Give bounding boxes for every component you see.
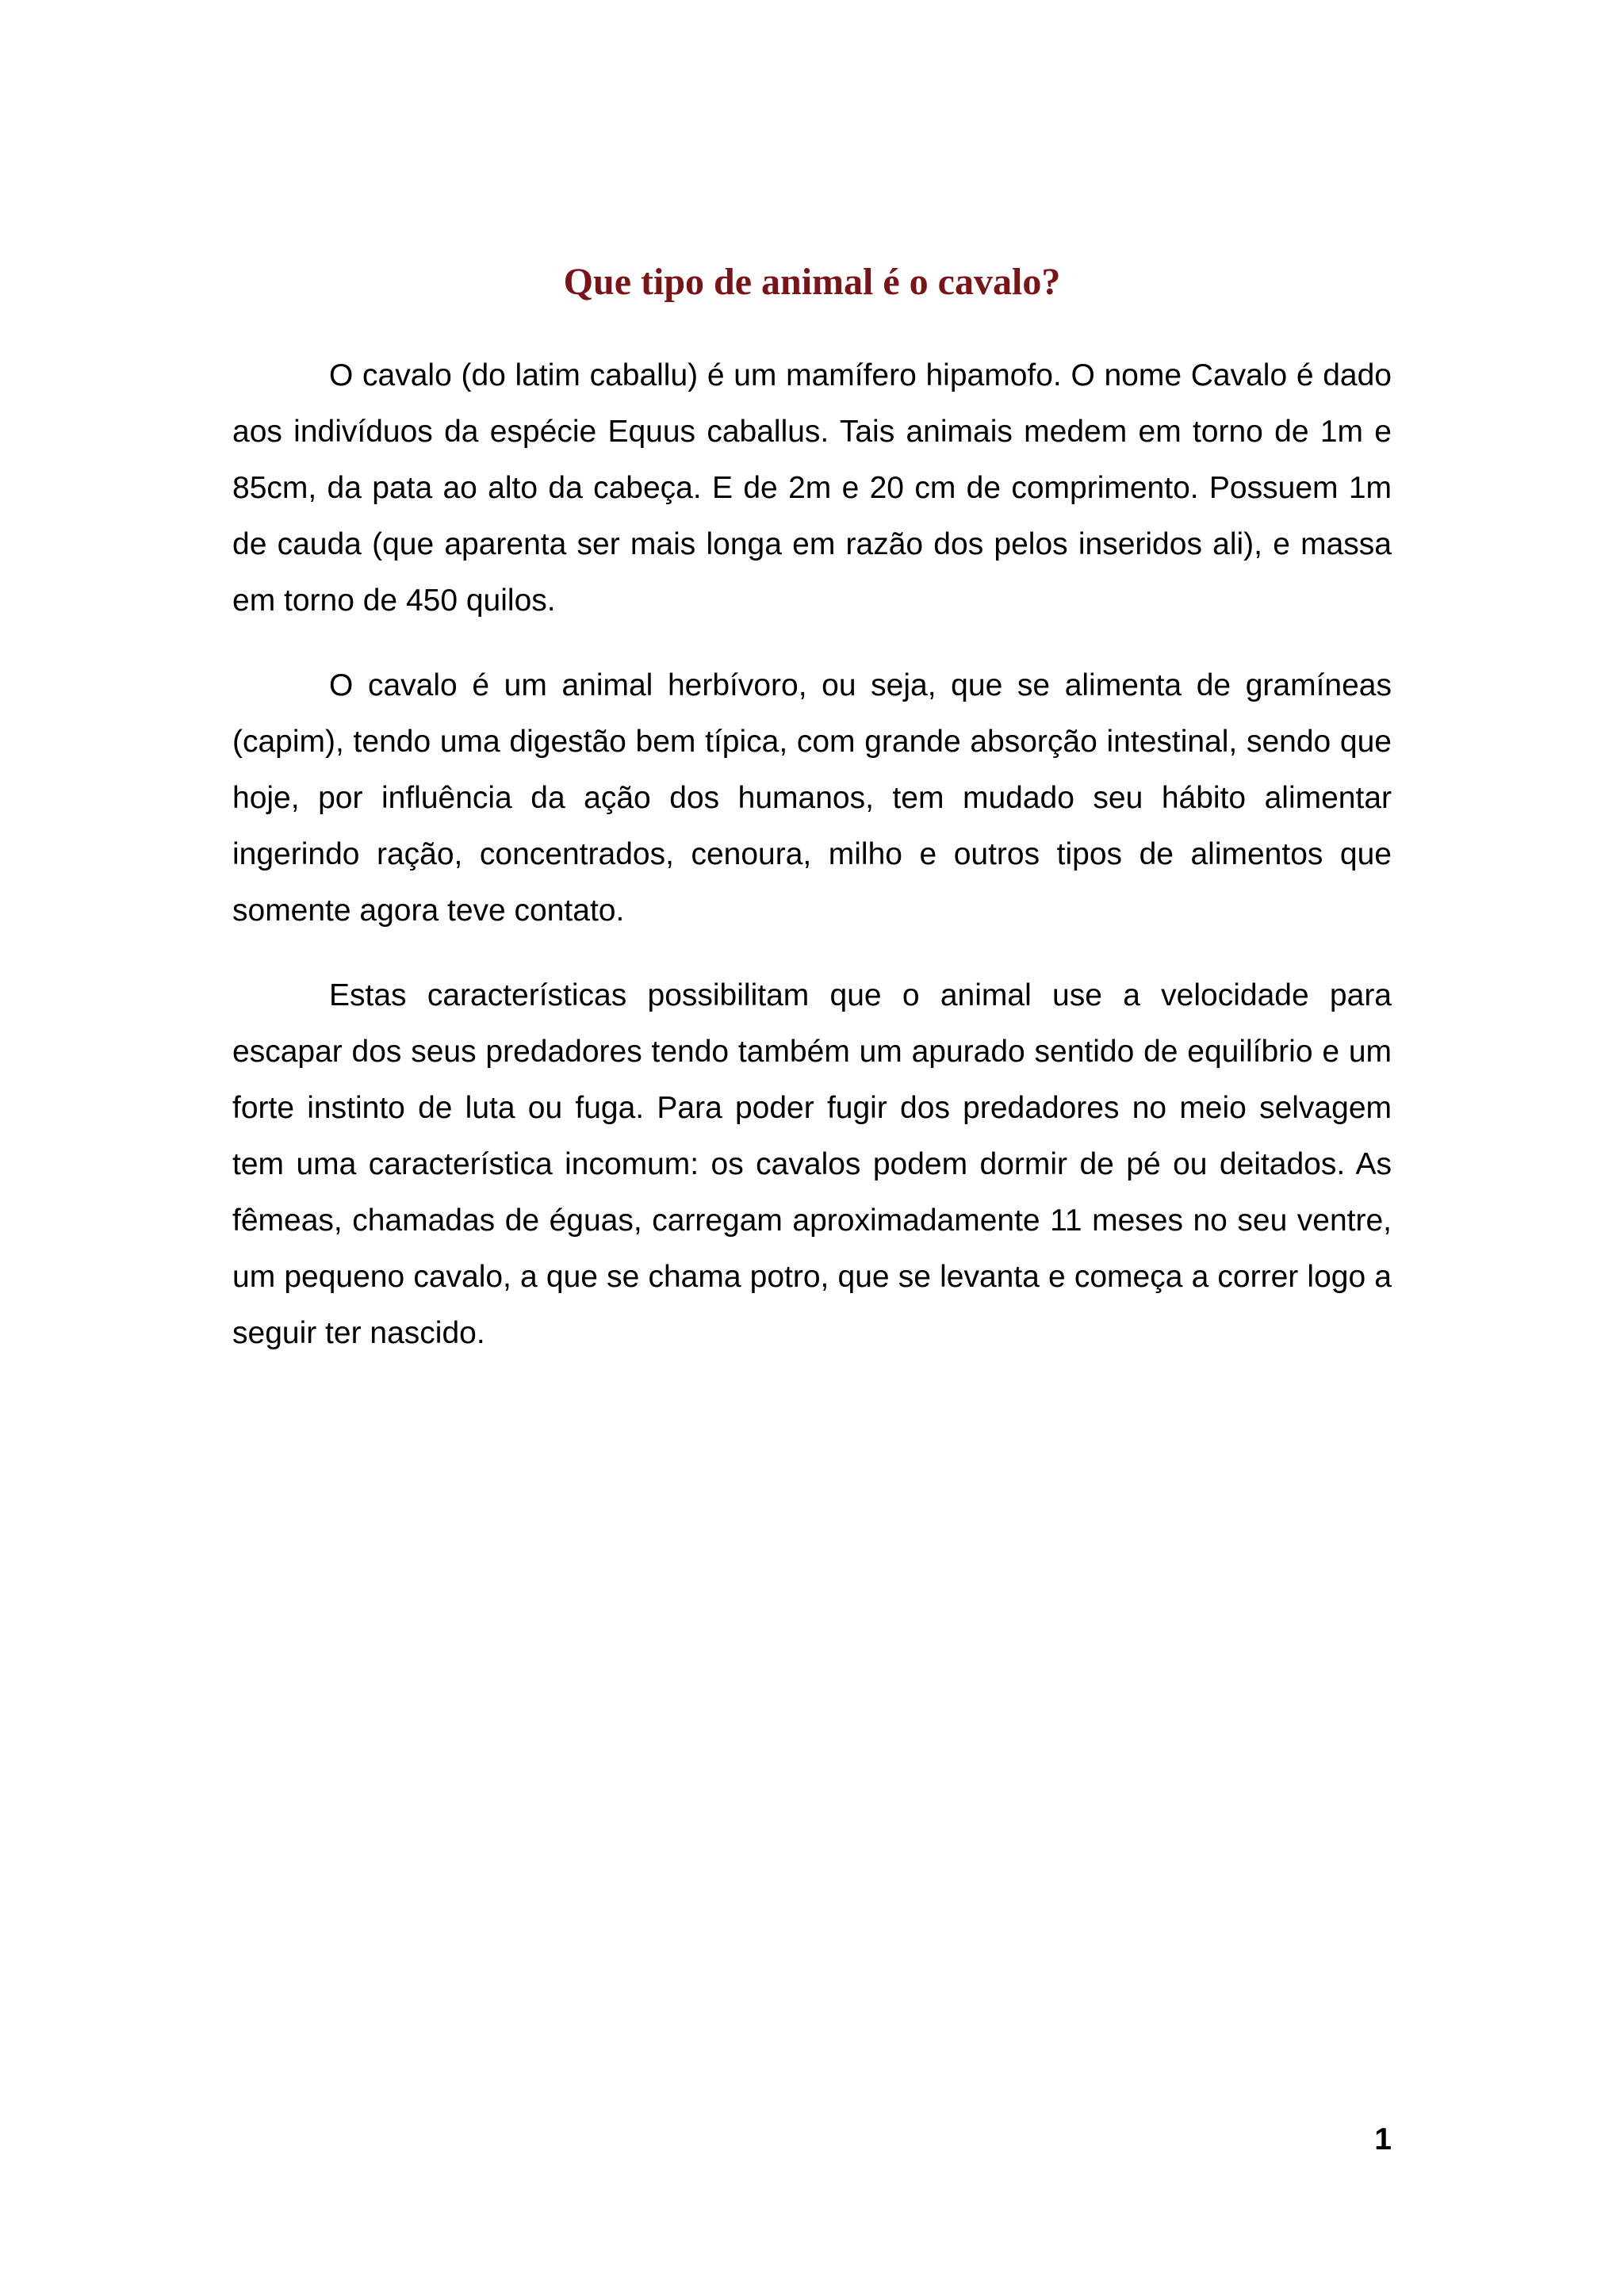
page-title: Que tipo de animal é o cavalo? — [563, 261, 1061, 303]
body-text — [232, 347, 1392, 1390]
paragraph-2: O cavalo é um animal herbívoro, ou seja, que se alimenta de gramíneas (capim), tendo uma digestão bem típica, com grande absorção intestinal, sendo que hoje, por influência da ação dos humanos, tem mudado seu hábito alimentar ingerindo ração, concentrados, cenoura, milho e outros tipos de alimentos que somente agora teve contato. — [232, 668, 1392, 928]
paragraph-3: Estas características possibilitam que o animal use a velocidade para escapar dos seus predadores tendo também um apurado sentido de equilíbrio e um forte instinto de luta ou fuga. Para poder fugir dos predadores no meio selvagem tem uma característica incomum: os cavalos podem dormir de pé ou deitados. As fêmeas, chamadas de éguas, carregam aproximadamente 11 meses no seu ventre, um pequeno cavalo, a que se chama potro, que se levanta e começa a correr logo a seguir ter nascido. — [232, 978, 1392, 1350]
paragraph-1: O cavalo (do latim caballu) é um mamífero hipamofo. O nome Cavalo é dado aos indivíduos da espécie Equus caballus. Tais animais medem em torno de 1m e 85cm, da pata ao alto da cabeça. E de 2m e 20 cm de comprimento. Possuem 1m de cauda (que aparenta ser mais longa em razão dos pelos inseridos ali), e massa em torno de 450 quilos. — [232, 358, 1392, 618]
page-number: 1 — [1374, 2122, 1392, 2156]
